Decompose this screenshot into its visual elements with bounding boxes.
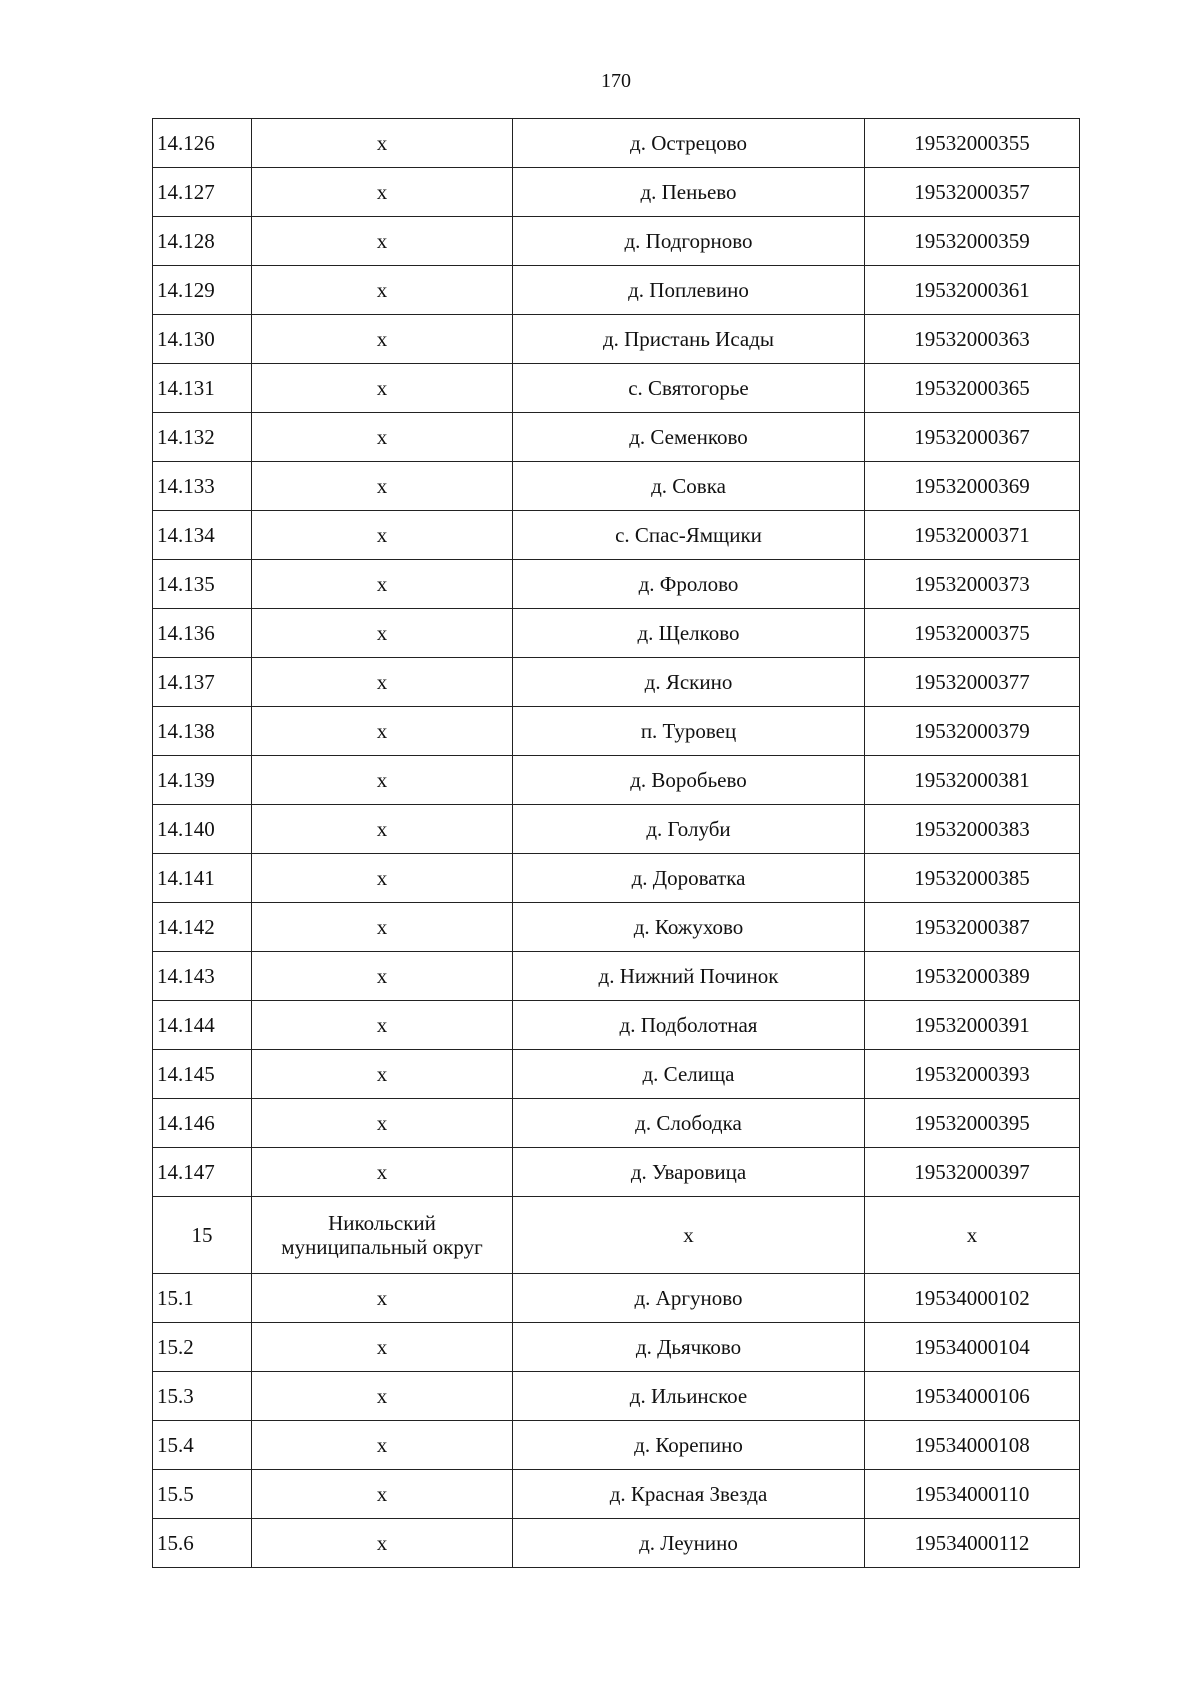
oktmo-code: 19532000391 [865,1001,1080,1050]
settlement-name: д. Фролово [513,560,865,609]
table-row [153,315,1080,364]
oktmo-code: 19534000104 [865,1323,1080,1372]
table-row [153,805,1080,854]
oktmo-code: 19534000110 [865,1470,1080,1519]
settlement-name: д. Уваровица [513,1148,865,1197]
row-number: 14.143 [153,952,252,1001]
okrug-cell: х [252,609,513,658]
settlement-name: д. Аргуново [513,1274,865,1323]
table-row [153,364,1080,413]
okrug-cell: х [252,707,513,756]
table-row [153,707,1080,756]
row-number: 14.131 [153,364,252,413]
settlement-name: д. Подгорново [513,217,865,266]
okrug-cell: х [252,560,513,609]
oktmo-code: 19532000363 [865,315,1080,364]
row-number: 15 [153,1197,252,1274]
row-number: 15.5 [153,1470,252,1519]
oktmo-code: 19532000359 [865,217,1080,266]
table-row [153,1519,1080,1568]
oktmo-code: 19532000375 [865,609,1080,658]
table-row [153,903,1080,952]
settlement-name: д. Яскино [513,658,865,707]
oktmo-code: 19532000395 [865,1099,1080,1148]
oktmo-code: 19532000361 [865,266,1080,315]
row-number: 14.126 [153,119,252,168]
row-number: 14.136 [153,609,252,658]
row-number: 14.139 [153,756,252,805]
settlement-name: д. Дороватка [513,854,865,903]
oktmo-code: 19532000397 [865,1148,1080,1197]
okrug-cell: х [252,1323,513,1372]
table-row [153,413,1080,462]
oktmo-code: 19534000102 [865,1274,1080,1323]
row-number: 14.130 [153,315,252,364]
row-number: 14.145 [153,1050,252,1099]
settlement-name: д. Пристань Исады [513,315,865,364]
oktmo-code: 19532000389 [865,952,1080,1001]
settlement-name: д. Леунино [513,1519,865,1568]
okrug-cell: х [252,658,513,707]
okrug-name-line-2: муниципальный округ [281,1235,483,1259]
table-row [153,854,1080,903]
okrug-cell: х [252,1421,513,1470]
table-row [153,1421,1080,1470]
table-row [153,1050,1080,1099]
okrug-header-row [153,1197,1080,1274]
page-number: 170 [601,70,631,92]
row-number: 15.4 [153,1421,252,1470]
oktmo-code: 19532000379 [865,707,1080,756]
row-number: 14.135 [153,560,252,609]
settlement-name: д. Корепино [513,1421,865,1470]
oktmo-code: х [865,1197,1080,1274]
table-row [153,952,1080,1001]
settlement-name: д. Пеньево [513,168,865,217]
table-row [153,609,1080,658]
okrug-cell: х [252,364,513,413]
okrug-cell: х [252,315,513,364]
okrug-cell: х [252,217,513,266]
row-number: 15.2 [153,1323,252,1372]
settlement-name: с. Спас-Ямщики [513,511,865,560]
settlement-name: д. Подболотная [513,1001,865,1050]
settlement-name: д. Красная Звезда [513,1470,865,1519]
okrug-cell: х [252,805,513,854]
oktmo-code: 19532000355 [865,119,1080,168]
table-row [153,658,1080,707]
row-number: 15.1 [153,1274,252,1323]
oktmo-code: 19532000387 [865,903,1080,952]
row-number: 14.129 [153,266,252,315]
settlement-name: д. Слободка [513,1099,865,1148]
oktmo-code: 19534000112 [865,1519,1080,1568]
row-number: 14.133 [153,462,252,511]
okrug-cell: х [252,462,513,511]
oktmo-code: 19532000371 [865,511,1080,560]
table-row [153,756,1080,805]
oktmo-code: 19532000383 [865,805,1080,854]
table-row [153,462,1080,511]
okrug-cell: х [252,1372,513,1421]
settlement-name: д. Поплевино [513,266,865,315]
table-row [153,560,1080,609]
row-number: 14.137 [153,658,252,707]
okrug-cell: х [252,413,513,462]
row-number: 14.144 [153,1001,252,1050]
okrug-cell: х [252,854,513,903]
row-number: 14.127 [153,168,252,217]
settlement-name: д. Дьячково [513,1323,865,1372]
table-row [153,168,1080,217]
okrug-cell: х [252,903,513,952]
settlement-name: д. Кожухово [513,903,865,952]
oktmo-code: 19532000393 [865,1050,1080,1099]
oktmo-code: 19534000106 [865,1372,1080,1421]
settlement-name: п. Туровец [513,707,865,756]
row-number: 14.142 [153,903,252,952]
okrug-cell: х [252,952,513,1001]
table-row [153,1323,1080,1372]
okrug-cell: х [252,1001,513,1050]
table-row [153,119,1080,168]
okrug-cell: х [252,1099,513,1148]
settlement-name: д. Острецово [513,119,865,168]
settlement-name: д. Щелково [513,609,865,658]
oktmo-code: 19532000365 [865,364,1080,413]
okrug-cell: х [252,1274,513,1323]
okrug-name-cell [252,1197,513,1274]
okrug-cell: х [252,266,513,315]
row-number: 14.147 [153,1148,252,1197]
row-number: 14.146 [153,1099,252,1148]
row-number: 14.132 [153,413,252,462]
oktmo-code: 19534000108 [865,1421,1080,1470]
table-body [153,119,1080,1568]
settlement-name: с. Святогорье [513,364,865,413]
row-number: 14.141 [153,854,252,903]
okrug-name-line-1: Никольский [328,1211,436,1235]
table-row [153,1001,1080,1050]
oktmo-code: 19532000377 [865,658,1080,707]
row-number: 14.134 [153,511,252,560]
table-row [153,511,1080,560]
oktmo-code: 19532000385 [865,854,1080,903]
row-number: 14.138 [153,707,252,756]
table-row [153,217,1080,266]
oktmo-code: 19532000357 [865,168,1080,217]
settlement-name: д. Совка [513,462,865,511]
okrug-cell: х [252,756,513,805]
row-number: 15.6 [153,1519,252,1568]
row-number: 14.140 [153,805,252,854]
oktmo-code: 19532000373 [865,560,1080,609]
settlements-table [152,118,1080,1568]
okrug-cell: х [252,1519,513,1568]
settlement-name: д. Семенково [513,413,865,462]
okrug-cell: х [252,1470,513,1519]
table-row [153,1470,1080,1519]
okrug-cell: х [252,119,513,168]
settlement-name: д. Ильинское [513,1372,865,1421]
settlement-name: д. Селища [513,1050,865,1099]
settlement-name: д. Воробьево [513,756,865,805]
table-row [153,1099,1080,1148]
row-number: 14.128 [153,217,252,266]
okrug-cell: х [252,511,513,560]
oktmo-code: 19532000369 [865,462,1080,511]
oktmo-code: 19532000367 [865,413,1080,462]
settlement-name: х [513,1197,865,1274]
settlement-name: д. Нижний Починок [513,952,865,1001]
okrug-cell: х [252,1050,513,1099]
table-row [153,266,1080,315]
okrug-cell: х [252,1148,513,1197]
okrug-cell: х [252,168,513,217]
table-row [153,1148,1080,1197]
oktmo-code: 19532000381 [865,756,1080,805]
settlement-name: д. Голуби [513,805,865,854]
table-row [153,1372,1080,1421]
table-row [153,1274,1080,1323]
row-number: 15.3 [153,1372,252,1421]
